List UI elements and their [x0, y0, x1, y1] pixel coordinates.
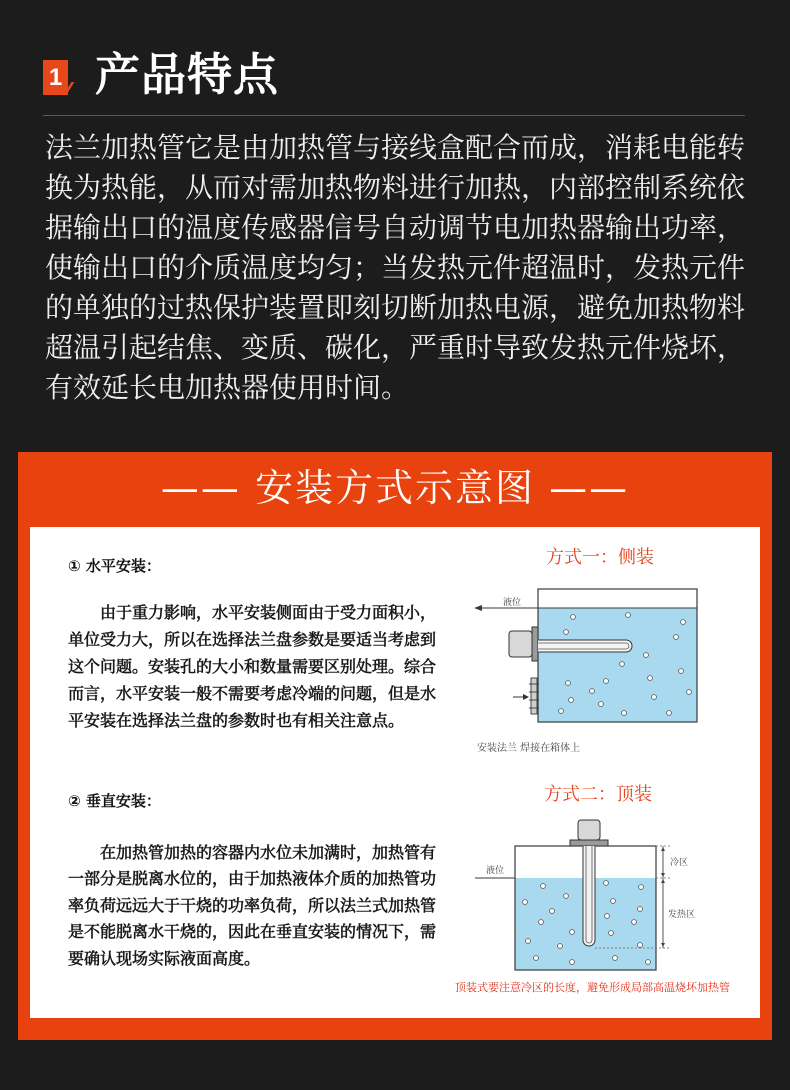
- water-bubble: [539, 920, 544, 925]
- side-mount-diagram: [465, 580, 705, 740]
- paragraph-line: 使输出口的介质温度均匀；当发热元件超温时，发热元件: [45, 251, 746, 284]
- water-bubble: [681, 620, 686, 625]
- water-bubble: [541, 884, 546, 889]
- water-bubble: [638, 943, 643, 948]
- vertical-install-heading: ② 垂直安装：: [68, 792, 161, 810]
- dimension-arrow: [661, 873, 665, 877]
- paragraph-line: 超温引起结焦、变质、碳化，严重时导致发热元件烧坏，: [45, 331, 746, 364]
- water-bubble: [632, 920, 637, 925]
- water-bubble: [622, 711, 627, 716]
- horizontal-install-heading: ① 水平安装：: [68, 557, 161, 575]
- water-bubble: [564, 630, 569, 635]
- level-arrow: [474, 605, 482, 611]
- paragraph-line: 据输出口的温度传感器信号自动调节电加热器输出功率，: [45, 211, 746, 244]
- water-bubble: [644, 653, 649, 658]
- water-bubble: [638, 907, 643, 912]
- water-bubble: [620, 662, 625, 667]
- title-divider: [43, 115, 745, 116]
- paragraph-line: 法兰加热管它是由加热管与接线盒配合而成，消耗电能转: [45, 131, 746, 164]
- water-bubble: [570, 930, 575, 935]
- water-bubble: [674, 635, 679, 640]
- text-line: 率负荷远远大于干烧的功率负荷，所以法兰式加热管: [68, 895, 437, 915]
- feature-paragraph: [45, 128, 755, 408]
- water-fill: [538, 608, 697, 722]
- water-bubble: [679, 669, 684, 674]
- water-bubble: [526, 939, 531, 944]
- water-bubble: [550, 909, 555, 914]
- heater-rod: [538, 640, 632, 652]
- water-bubble: [611, 899, 616, 904]
- heater-rod: [583, 846, 595, 946]
- water-bubble: [639, 885, 644, 890]
- dimension-arrow: [661, 879, 665, 883]
- water-bubble: [604, 881, 609, 886]
- paragraph-line: 换为热能，从而对需加热物料进行加热，内部控制系统依: [45, 171, 746, 204]
- water-bubble: [569, 698, 574, 703]
- water-bubble: [687, 690, 692, 695]
- water-bubble: [566, 681, 571, 686]
- heat-zone-label: 发热区: [668, 910, 696, 920]
- water-bubble: [558, 944, 563, 949]
- water-bubble: [559, 709, 564, 714]
- junction-box: [509, 631, 532, 657]
- flange-pointer-arrow: [523, 694, 529, 700]
- section-number-badge: 1: [43, 60, 68, 95]
- top-mount-diagram: [460, 812, 710, 974]
- water-bubble: [534, 956, 539, 961]
- paragraph-line: 有效延长电加热器使用时间。: [45, 371, 410, 404]
- flange-plate: [570, 840, 608, 846]
- cold-zone-label: 冷区: [670, 858, 689, 868]
- water-level-label: 液位: [486, 866, 505, 876]
- text-line: 要确认现场实际液面高度。: [68, 948, 261, 968]
- side-mount-caption: 安装法兰 焊接在箱体上: [477, 743, 581, 754]
- section-title: 产品特点: [95, 48, 280, 101]
- water-bubble: [570, 960, 575, 965]
- text-line: 单位受力大，所以在选择法兰盘参数是要适当考虑到: [68, 629, 437, 649]
- flange-plate: [532, 627, 538, 661]
- water-bubble: [571, 615, 576, 620]
- text-line: 平安装在选择法兰盘的参数时也有相关注意点。: [68, 710, 405, 730]
- text-line: 而言，水平安装一般不需要考虑冷端的问题，但是水: [68, 683, 437, 703]
- water-bubble: [605, 914, 610, 919]
- water-bubble: [648, 676, 653, 681]
- top-mount-warning-caption: 顶装式要注意冷区的长度，避免形成局部高温烧坏加热管: [455, 981, 730, 994]
- text-line: 是不能脱离水干烧的，因此在垂直安装的情况下，需: [68, 922, 437, 942]
- water-bubble: [652, 695, 657, 700]
- water-bubble: [667, 711, 672, 716]
- water-bubble: [599, 702, 604, 707]
- top-mount-title: 方式二：顶装: [544, 784, 652, 805]
- text-line: 一部分是脱离水位的，由于加热液体介质的加热管功: [68, 869, 437, 889]
- side-mount-title: 方式一：侧装: [546, 547, 654, 568]
- water-bubble: [626, 613, 631, 618]
- water-bubble: [523, 900, 528, 905]
- water-level-label: 液位: [503, 598, 522, 608]
- text-line: 这个问题。安装孔的大小和数量需要区别处理。综合: [68, 656, 437, 676]
- water-bubble: [604, 679, 609, 684]
- water-bubble: [590, 689, 595, 694]
- text-line: 在加热管加热的容器内水位未加满时，加热管有: [100, 842, 437, 862]
- dimension-arrow: [661, 847, 665, 851]
- horizontal-install-text: [68, 599, 458, 734]
- water-bubble: [609, 931, 614, 936]
- text-line: 由于重力影响，水平安装侧面由于受力面积小，: [100, 602, 437, 622]
- paragraph-line: 的单独的过热保护装置即刻切断加热电源，避免加热物料: [45, 291, 746, 324]
- dimension-arrow: [661, 943, 665, 947]
- installation-title: —— 安装方式示意图 ——: [160, 466, 630, 510]
- water-bubble: [564, 894, 569, 899]
- water-bubble: [613, 956, 618, 961]
- junction-box: [578, 820, 600, 840]
- welded-flange: [531, 678, 537, 714]
- vertical-install-text: [68, 840, 458, 973]
- water-bubble: [646, 960, 651, 965]
